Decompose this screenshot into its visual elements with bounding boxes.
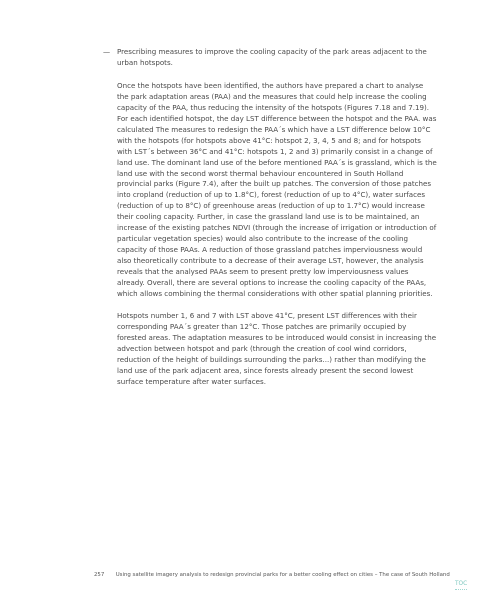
toc-underline — [455, 589, 467, 590]
page-number: 257 — [94, 572, 105, 578]
body-text — [103, 47, 437, 399]
page-footer — [94, 571, 464, 579]
toc-link[interactable]: TOC — [455, 581, 468, 587]
bullet-text: Prescribing measures to improve the cooling capacity of the park areas adjacent to the urban hotspots. — [117, 47, 427, 67]
bullet-dash: — — [103, 47, 111, 56]
bullet-item — [103, 47, 437, 69]
paragraph: Hotspots number 1, 6 and 7 with LST above 41°C, present LST differences with their corresponding PAA´s greater than 12°C. Those patches are primarily occupied by forested areas. The adaptation measures to be introduced would consist in increasing the advection between hotspot and park (through the creation of cool wind corridors, reduction of the height of buildings surrounding the parks...) rather than modifying the land use of the park adjacent area, since forests already present the second lowest surface temperature after water surfaces. — [117, 310, 437, 386]
running-title: Using satellite imagery analysis to redesign provincial parks for a better cooling effect on cities – The case of South Holland — [115, 572, 450, 578]
paragraph: Once the hotspots have been identified, the authors have prepared a chart to analyse the park adaptation areas (PAA) and the measures that could help increase the cooling capacity of the PAA, thus reducing the intensity of the hotspots (Figures 7.18 and 7.19). For each identified hotspot, the day LST difference between the hotspot and the PAA. was calculated The measures to redesign the PAA´s which have a LST difference below 10°C with the hotspots (for hotspots above 41°C: hotspot 2, 3, 4, 5 and 8; and for hotspots with LST´s between 36°C and 41°C: hotspots 1, 2 and 3) primarily consist in a change of land use. The dominant land use of the before mentioned PAA´s is grassland, which is the land use with the second worst thermal behaviour encountered in South Holland provincial parks (Figure 7.4), after the built up patches. The conversion of those patches into cropland (reduction of up to 1.8°C), forest (reduction of up to 4°C), water surfaces (reduction of up to 8°C) of greenhouse areas (reduction of up to 1.7°C) would increase their cooling capacity. Further, in case the grassland land use is to be maintained, an increase of the existing patches NDVI (through the increase of irrigation or introduction of particular vegetation species) would also contribute to the increase of the cooling capacity of those PAAs. A reduction of those grassland patches imperviousness would also theoretically contribute to a decrease of their average LST, however, the analysis reveals that the analysed PAAs seem to present pretty low imperviousness values already. Overall, there are several options to increase the cooling capacity of the PAAs, which allows combining the thermal considerations with other spatial planning priorities. — [117, 80, 437, 299]
